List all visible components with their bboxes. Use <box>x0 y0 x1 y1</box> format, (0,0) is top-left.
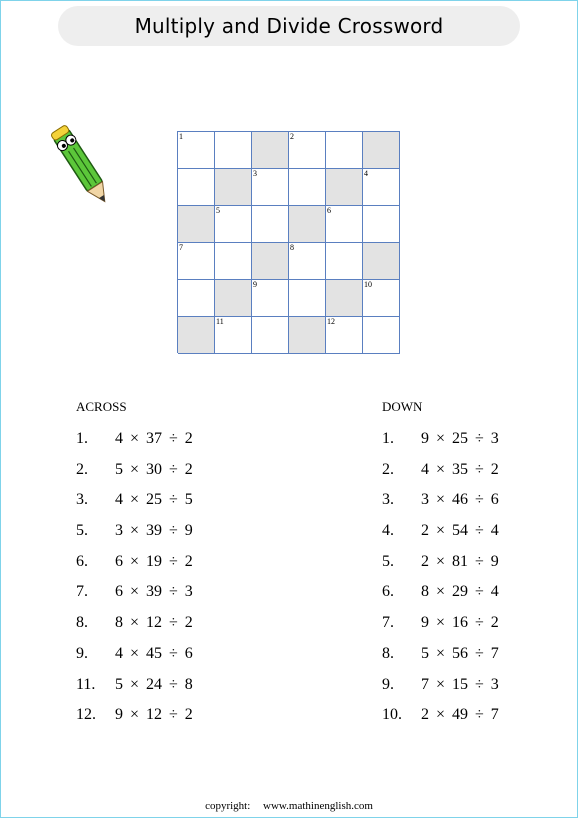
across-clue-list <box>76 428 256 735</box>
crossword-cell[interactable] <box>363 206 400 243</box>
crossword-cell-shaded <box>326 280 363 317</box>
crossword-cell[interactable] <box>289 280 326 317</box>
clue-number: 1 <box>179 132 183 141</box>
clue-number: 10 <box>364 280 372 289</box>
crossword-cell-shaded <box>289 206 326 243</box>
clue-number: 2. <box>382 460 394 478</box>
clue-expression: 8 × 12 ÷ 2 <box>115 614 193 632</box>
across-clue <box>76 674 256 705</box>
crossword-cell-shaded <box>215 280 252 317</box>
crossword-cell[interactable] <box>178 169 215 206</box>
clue-expression: 4 × 25 ÷ 5 <box>115 491 193 509</box>
crossword-cell[interactable] <box>289 169 326 206</box>
clue-number: 8. <box>76 614 88 632</box>
clue-expression: 2 × 54 ÷ 4 <box>421 522 499 540</box>
crossword-cell[interactable] <box>252 280 289 317</box>
crossword-cell[interactable] <box>215 206 252 243</box>
down-clue <box>382 520 562 551</box>
clue-number: 9 <box>253 280 257 289</box>
down-clue <box>382 643 562 674</box>
footer <box>0 800 578 812</box>
crossword-cell[interactable] <box>252 317 289 354</box>
across-clue <box>76 612 256 643</box>
crossword-cell[interactable] <box>289 132 326 169</box>
crossword-cell[interactable] <box>215 132 252 169</box>
clue-number: 3. <box>76 491 88 509</box>
clue-expression: 2 × 81 ÷ 9 <box>421 552 499 570</box>
crossword-cell[interactable] <box>326 317 363 354</box>
site-link[interactable]: www.mathinenglish.com <box>263 800 373 812</box>
across-clue <box>76 489 256 520</box>
across-clue <box>76 520 256 551</box>
clue-number: 2 <box>290 132 294 141</box>
clue-number: 5. <box>382 552 394 570</box>
clue-expression: 9 × 16 ÷ 2 <box>421 614 499 632</box>
clue-number: 3. <box>382 491 394 509</box>
down-clue <box>382 674 562 705</box>
crossword-cell[interactable] <box>363 280 400 317</box>
clue-number: 6. <box>76 552 88 570</box>
clue-number: 3 <box>253 169 257 178</box>
clue-expression: 8 × 29 ÷ 4 <box>421 583 499 601</box>
clue-number: 1. <box>76 430 88 447</box>
clue-expression: 5 × 24 ÷ 8 <box>115 675 193 693</box>
clue-expression: 4 × 37 ÷ 2 <box>115 430 193 447</box>
clue-number: 5. <box>76 522 88 540</box>
crossword-cell-shaded <box>363 132 400 169</box>
clue-number: 10. <box>382 706 402 724</box>
crossword-cell-shaded <box>326 169 363 206</box>
crossword-cell-shaded <box>363 243 400 280</box>
clue-expression: 2 × 49 ÷ 7 <box>421 706 499 724</box>
clue-expression: 3 × 46 ÷ 6 <box>421 491 499 509</box>
clue-number: 5 <box>216 206 220 215</box>
clue-number: 2. <box>76 460 88 478</box>
crossword-cell-shaded <box>178 206 215 243</box>
pencil-mascot-icon <box>48 118 118 218</box>
clue-number: 12. <box>76 706 96 724</box>
crossword-cell-shaded <box>252 243 289 280</box>
clue-number: 6. <box>382 583 394 601</box>
clue-number: 11 <box>216 317 224 326</box>
clue-number: 4 <box>364 169 368 178</box>
crossword-cell[interactable] <box>363 317 400 354</box>
across-clue <box>76 704 256 735</box>
crossword-cell-shaded <box>289 317 326 354</box>
clue-expression: 5 × 56 ÷ 7 <box>421 644 499 662</box>
clue-number: 8. <box>382 644 394 662</box>
down-clue <box>382 428 562 459</box>
across-clue <box>76 428 256 459</box>
crossword-cell[interactable] <box>252 206 289 243</box>
page-title: Multiply and Divide Crossword <box>134 14 444 38</box>
crossword-cell[interactable] <box>215 317 252 354</box>
down-heading: DOWN <box>382 399 423 414</box>
clue-expression: 9 × 25 ÷ 3 <box>421 430 499 447</box>
clue-number: 11. <box>76 675 96 693</box>
crossword-cell[interactable] <box>326 243 363 280</box>
crossword-cell-shaded <box>252 132 289 169</box>
crossword-cell-shaded <box>215 169 252 206</box>
across-clue <box>76 643 256 674</box>
crossword-cell[interactable] <box>178 132 215 169</box>
down-clue <box>382 581 562 612</box>
crossword-cell-shaded <box>178 317 215 354</box>
down-clue <box>382 704 562 735</box>
crossword-cell[interactable] <box>289 243 326 280</box>
down-clue <box>382 612 562 643</box>
clue-expression: 9 × 12 ÷ 2 <box>115 706 193 724</box>
clue-number: 9. <box>76 644 88 662</box>
clue-expression: 6 × 39 ÷ 3 <box>115 583 193 601</box>
clue-number: 12 <box>327 317 335 326</box>
clue-number: 7. <box>382 614 394 632</box>
clue-number: 1. <box>382 430 394 447</box>
clue-expression: 4 × 45 ÷ 6 <box>115 644 193 662</box>
down-clue <box>382 459 562 490</box>
crossword-cell[interactable] <box>178 243 215 280</box>
crossword-cell[interactable] <box>363 169 400 206</box>
across-clue <box>76 459 256 490</box>
clue-number: 7. <box>76 583 88 601</box>
clue-number: 7 <box>179 243 183 252</box>
clue-expression: 5 × 30 ÷ 2 <box>115 460 193 478</box>
down-clue-list <box>382 428 562 735</box>
clue-expression: 7 × 15 ÷ 3 <box>421 675 499 693</box>
crossword-cell[interactable] <box>178 280 215 317</box>
crossword-grid <box>177 131 400 353</box>
copyright-label: copyright: <box>205 800 251 812</box>
clue-number: 4. <box>382 522 394 540</box>
clue-number: 9. <box>382 675 394 693</box>
clue-expression: 6 × 19 ÷ 2 <box>115 552 193 570</box>
crossword-cell[interactable] <box>326 206 363 243</box>
crossword-cell[interactable] <box>215 243 252 280</box>
down-clue <box>382 489 562 520</box>
crossword-cell[interactable] <box>326 132 363 169</box>
clue-expression: 4 × 35 ÷ 2 <box>421 460 499 478</box>
clue-number: 6 <box>327 206 331 215</box>
across-heading: ACROSS <box>76 399 127 414</box>
across-clue <box>76 581 256 612</box>
down-clue <box>382 551 562 582</box>
crossword-cell[interactable] <box>252 169 289 206</box>
title-bar <box>58 6 520 46</box>
across-clue <box>76 551 256 582</box>
clue-expression: 3 × 39 ÷ 9 <box>115 522 193 540</box>
clue-number: 8 <box>290 243 294 252</box>
